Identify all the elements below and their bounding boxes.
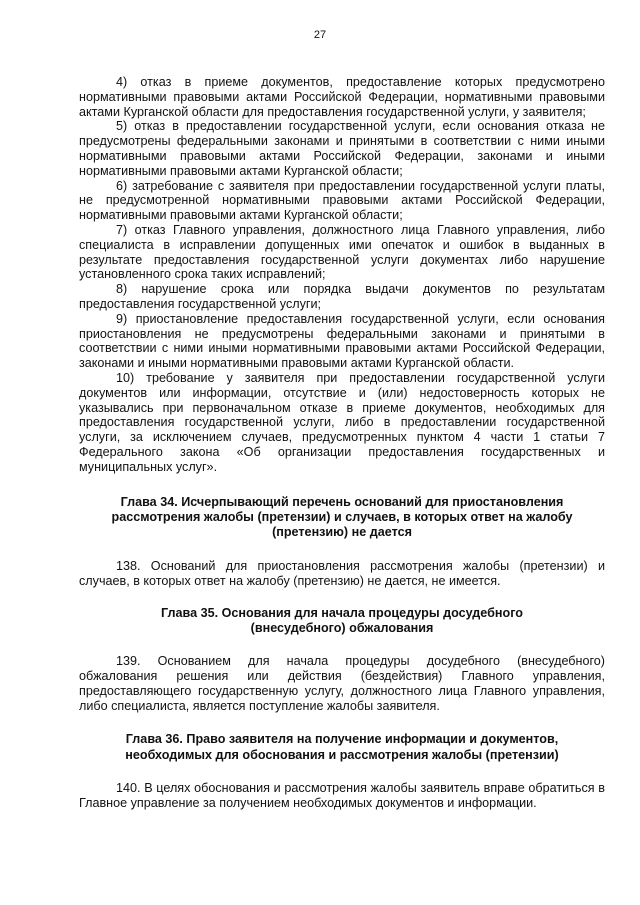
page-content <box>79 75 605 810</box>
chapter-34-heading <box>79 495 605 541</box>
chapter-36-heading <box>79 732 605 762</box>
chapter-36-heading-line: Глава 36. Право заявителя на получение информации и документов, <box>125 732 559 747</box>
list-item-8: 8) нарушение срока или порядка выдачи документов по результатам предоставления государственной услуги; <box>79 282 605 311</box>
paragraph-140: 140. В целях обоснования и рассмотрения жалобы заявитель вправе обратиться в Главное управление за получением необходимых документов и информации. <box>79 780 605 810</box>
chapter-36-heading-line: необходимых для обоснования и рассмотрения жалобы (претензии) <box>125 747 559 762</box>
page-number: 27 <box>313 29 327 41</box>
list-item-9: 9) приостановление предоставления государственной услуги, если основания приостановления не предусмотрены федеральными законами и принятыми в соответствии с ними иными нормативными правовыми актами Российской Федерации, законами и иными нормативными правовыми актами Курганской области. <box>79 311 605 371</box>
chapter-34-heading-line: Глава 34. Исчерпывающий перечень оснований для приостановления <box>120 494 564 509</box>
chapter-34-heading-line: (претензию) не дается <box>272 524 412 539</box>
chapter-35-heading-line: Глава 35. Основания для начала процедуры досудебного <box>160 605 523 620</box>
chapter-35-heading <box>79 606 605 636</box>
list-item-5: 5) отказ в предоставлении государственной услуги, если основания отказа не предусмотрены федеральными законами и принятыми в соответствии с ними иными нормативными правовыми актами Российской Федерации, законами и иными нормативными правовыми актами Курганской области; <box>79 119 605 178</box>
chapter-34-heading-line: рассмотрения жалобы (претензии) и случаев, в которых ответ на жалобу <box>111 509 573 524</box>
list-item-7: 7) отказ Главного управления, должностного лица Главного управления, либо специалиста в исправлении допущенных ими опечаток и ошибок в выданных в результате предоставления государственной услуги документах либо нарушение установленного срока таких исправлений; <box>79 222 605 282</box>
paragraph-139: 139. Основанием для начала процедуры досудебного (внесудебного) обжалования решения или действия (бездействия) Главного управления, предоставляющего государственную услугу, должностного лица Главного управления, либо специалиста, является поступление жалобы заявителя. <box>79 654 605 713</box>
chapter-35-heading-line: (внесудебного) обжалования <box>250 620 434 635</box>
paragraph-138: 138. Оснований для приостановления рассмотрения жалобы (претензии) и случаев, в которых ответ на жалобу (претензию) не дается, не имеется. <box>79 559 605 588</box>
list-item-4: 4) отказ в приеме документов, предоставление которых предусмотрено нормативными правовыми актами Российской Федерации, нормативными правовыми актами Курганской области для предоставления государственной услуги, у заявителя; <box>79 75 605 119</box>
list-item-10: 10) требование у заявителя при предоставлении государственной услуги документов или информации, отсутствие и (или) недостоверность которых не указывались при первоначальном отказе в приеме документов, необходимых для предоставления государственной услуги, либо в предоставлении государственной услуги, за исключением случаев, предусмотренных пунктом 4 части 1 статьи 7 Федерального закона «Об организации предоставления государственных и муниципальных услуг». <box>79 370 605 474</box>
list-item-6: 6) затребование с заявителя при предоставлении государственной услуги платы, не предусмотренной нормативными правовыми актами Российской Федерации, нормативными правовыми актами Курганской области; <box>79 178 605 223</box>
